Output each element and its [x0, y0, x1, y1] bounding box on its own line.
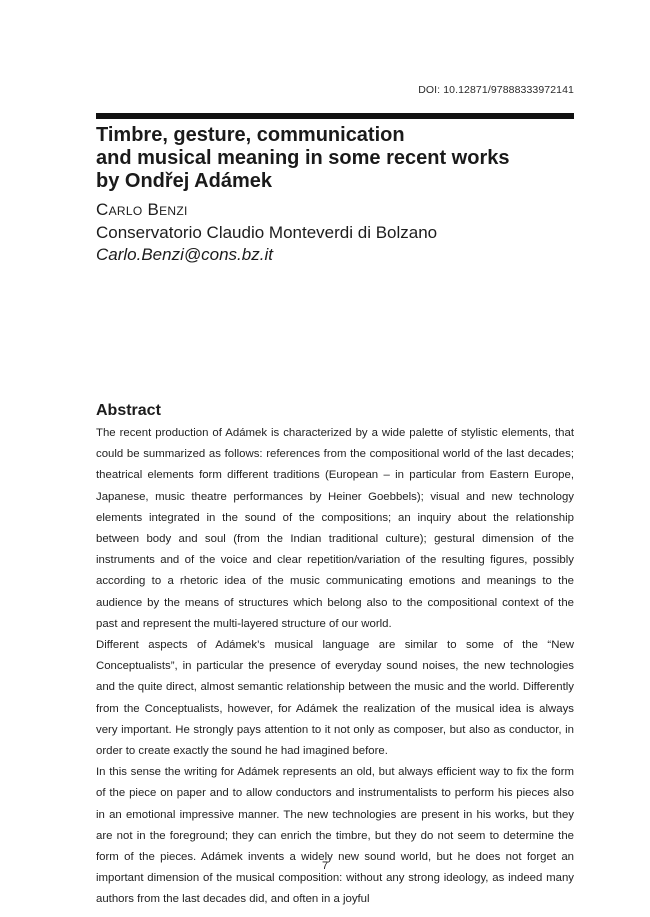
author-affiliation: Conservatorio Claudio Monteverdi di Bolzano: [96, 223, 438, 242]
title-rule: [96, 113, 574, 119]
doi-label: DOI: 10.12871/97888333972141: [418, 84, 574, 96]
author-email: Carlo.Benzi@cons.bz.it: [96, 245, 273, 264]
title-line: and musical meaning in some recent works: [96, 147, 510, 169]
abstract-body: [96, 423, 574, 911]
author-name: Carlo Benzi: [96, 200, 188, 219]
abstract-paragraph: Different aspects of Adámek’s musical language are similar to some of the “New Conceptualists”, in particular the presence of everyday sound noises, the new technologies and the quite direct, almost semantic relationship between the music and the world. Differently from the Conceptualists, however, for Adámek the realization of the musical idea is always very important. He strongly pays attention to it not only as composer, but also as conductor, in order to create exactly the sound he had imagined before.: [96, 639, 574, 758]
page-number: 7: [321, 860, 329, 872]
author-block: [96, 199, 437, 266]
abstract-heading: Abstract: [96, 402, 161, 419]
paper-title: [96, 124, 576, 193]
title-line: Timbre, gesture, communication: [96, 124, 405, 146]
title-line: by Ondřej Adámek: [96, 170, 272, 192]
abstract-paragraph: The recent production of Adámek is characterized by a wide palette of stylistic elements, that could be summarized as follows: references from the compositional world of the last decades; theatrical elements form different traditions (European – in particular from Eastern Europe, Japanese, music theatre performances by Heiner Goebbels); visual and new technology elements integrated in the sound of the compositions; an inquiry about the relationship between body and soul (from the Indian traditional culture); gestural dimension of the instruments and of the voice and clear repetition/variation of the resulting figures, possibly according to a rhetoric idea of the music communicating emotions and meanings to the audience by the means of structures which belong also to the compositional context of the past and represent the multi-layered structure of our world.: [96, 427, 574, 630]
abstract-paragraph: In this sense the writing for Adámek represents an old, but always efficient way to fix the form of the piece on paper and to allow conductors and instrumentalists to perform his pieces also in an emotional impressive manner. The new technologies are present in his works, but they are not in the foreground; they can enrich the timbre, but they do not seem to determine the form of the pieces. Adámek invents a widely new sound world, but he does not forget an important dimension of the musical composition: without any strong ideology, as indeed many authors from the last decades did, and often in a joyful: [96, 766, 574, 906]
